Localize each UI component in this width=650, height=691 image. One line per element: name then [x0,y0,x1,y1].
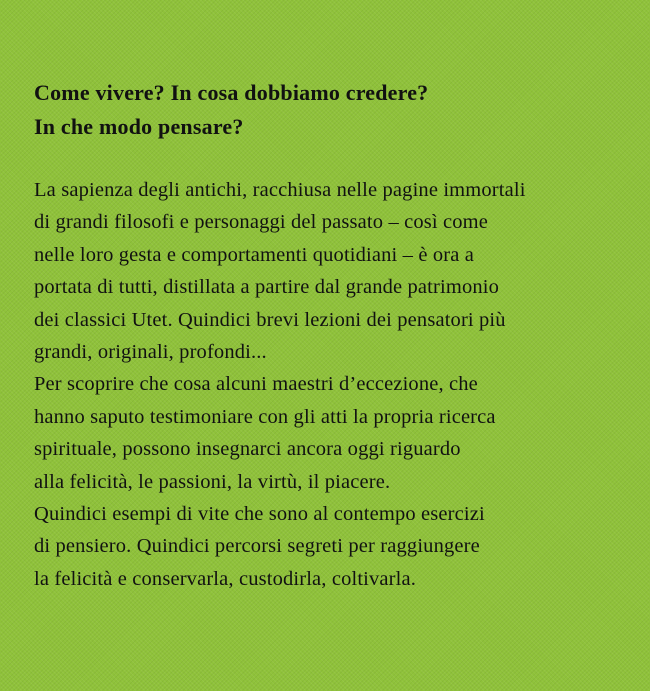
blurb-line: spirituale, possono insegnarci ancora oggi riguardo [34,438,461,461]
blurb-line: La sapienza degli antichi, racchiusa nelle pagine immortali [34,179,526,201]
blurb-line: Quindici esempi di vite che sono al contempo esercizi [34,503,485,526]
blurb-text [34,174,634,595]
blurb-line: portata di tutti, distillata a partire dal grande patrimonio [34,276,499,299]
blurb-line: Per scoprire che cosa alcuni maestri d’eccezione, che [34,373,478,396]
blurb-line: alla felicità, le passioni, la virtù, il piacere. [34,470,391,493]
blurb-line: nelle loro gesta e comportamenti quotidiani – è ora a [34,243,475,266]
heading [34,76,634,144]
blurb-line: grandi, originali, profondi... [34,341,267,364]
heading-line: Come vivere? In cosa dobbiamo credere? [34,80,429,105]
blurb-line: dei classici Utet. Quindici brevi lezioni dei pensatori più [34,308,506,331]
blurb-line: di grandi filosofi e personaggi del passato – così come [34,211,489,234]
blurb-line: la felicità e conservarla, custodirla, coltivarla. [34,567,417,590]
blurb-line: di pensiero. Quindici percorsi segreti per raggiungere [34,535,480,558]
blurb-line: hanno saputo testimoniare con gli atti la propria ricerca [34,405,496,428]
heading-line: In che modo pensare? [34,114,244,139]
